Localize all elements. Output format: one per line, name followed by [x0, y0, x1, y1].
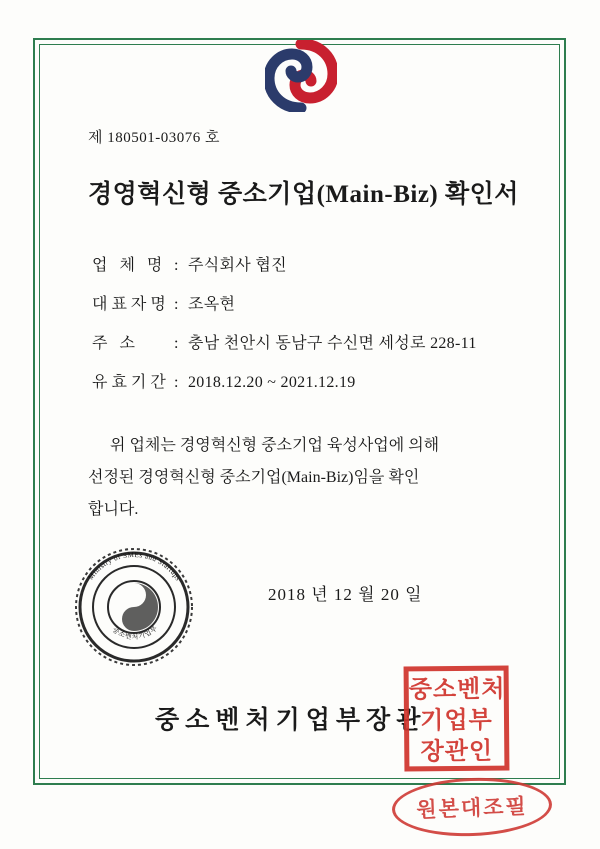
- field-value-representative: 조옥현: [188, 296, 236, 313]
- field-colon: :: [174, 296, 179, 313]
- field-label: 주 소: [92, 335, 139, 352]
- official-red-stamp: [404, 666, 510, 772]
- field-label: 유효기간: [92, 374, 170, 391]
- field-row: [92, 369, 512, 392]
- svg-text:Ministry of SMEs and Startups: Ministry of SMEs and Startups: [86, 550, 183, 583]
- embossed-seal-icon: [70, 543, 198, 671]
- field-row: [92, 252, 512, 275]
- body-line: 합니다.: [88, 501, 139, 518]
- field-label: 업 체 명: [92, 257, 167, 274]
- field-value-company-name: 주식회사 협진: [188, 257, 287, 274]
- red-stamp-line-3: 장관인: [420, 738, 494, 766]
- field-value-validity-period: 2018.12.20 ~ 2021.12.19: [188, 374, 356, 391]
- svg-text:중소벤처기업부: 중소벤처기업부: [110, 624, 160, 642]
- red-stamp-line-2: 기업부: [420, 707, 493, 735]
- body-line: 위 업체는 경영혁신형 중소기업 육성사업에 의해: [110, 437, 440, 454]
- field-row: [92, 291, 512, 314]
- certificate-body: [88, 430, 518, 526]
- document-number: 제 180501-03076 호: [88, 130, 220, 146]
- government-emblem-icon: [265, 40, 337, 112]
- field-colon: :: [174, 374, 179, 391]
- field-value-address: 충남 천안시 동남구 수신면 세성로 228-11: [188, 335, 477, 352]
- issuer-title: 중소벤처기업부장관: [155, 707, 427, 734]
- company-info-fields: [92, 252, 512, 408]
- field-colon: :: [174, 335, 179, 352]
- field-label: 대표자명: [92, 296, 170, 313]
- verification-oval-stamp: 원본대조필: [391, 775, 553, 839]
- field-row: [92, 330, 512, 353]
- issue-date: 2018 년 12 월 20 일: [268, 585, 423, 604]
- body-line: 선정된 경영혁신형 중소기업(Main-Biz)임을 확인: [88, 469, 420, 486]
- page-title: 경영혁신형 중소기업(Main-Biz) 확인서: [88, 181, 519, 208]
- red-stamp-line-1: 중소벤처: [408, 676, 506, 704]
- field-colon: :: [174, 257, 179, 274]
